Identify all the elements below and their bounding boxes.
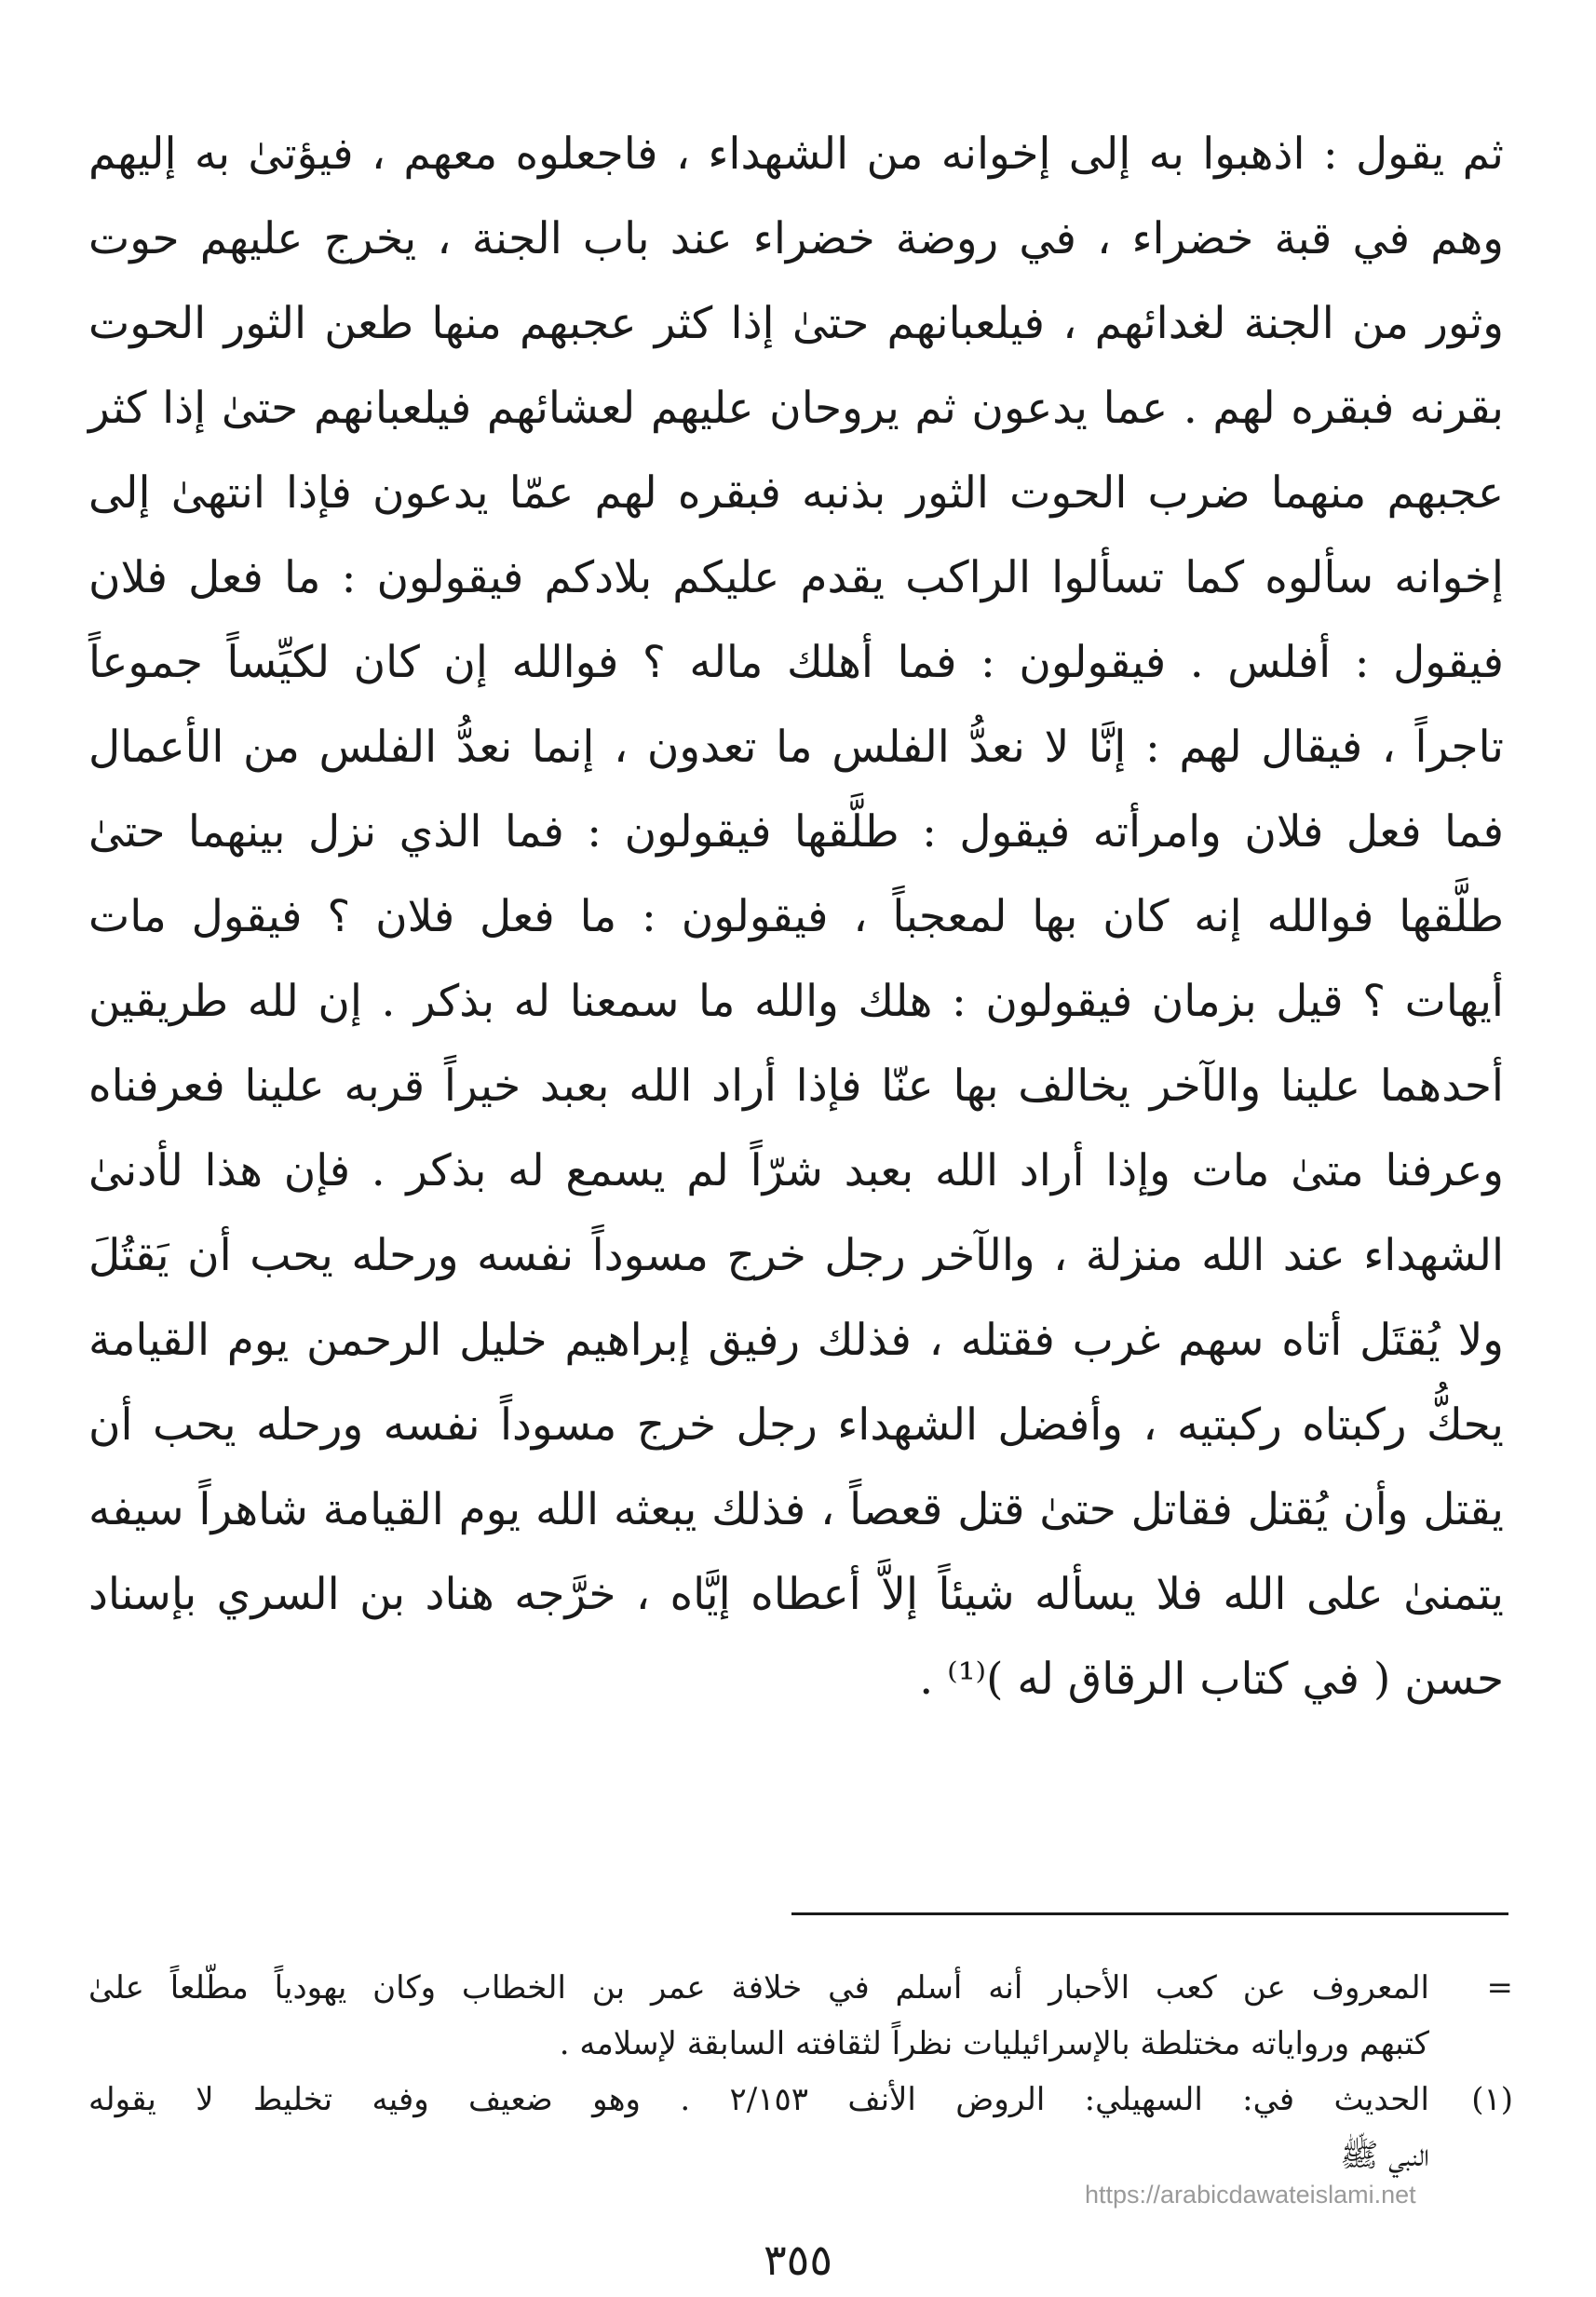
text-line: ولا يُقتَل أتاه سهم غرب فقتله ، فذلك رفيق إبراهيم خليل الرحمن يوم القيامة	[88, 1315, 1504, 1366]
footnote-line: المعروف عن كعب الأحبار أنه أسلم في خلافة عمر بن الخطاب وكان يهودياً مطّلعاً علىٰ	[88, 1969, 1429, 2006]
footnote-separator	[791, 1912, 1508, 1915]
text-line: وثور من الجنة لغدائهم ، فيلعبانهم حتىٰ إذا كثر عجبهم منها طعن الثور الحوت	[88, 298, 1504, 349]
text-line: فيقول : أفلس . فيقولون : فما أهلك ماله ؟ فوالله إن كان لكيِّساً جموعاً	[88, 637, 1504, 688]
text-line: فما فعل فلان وامرأته فيقول : طلَّقها فيقولون : فما الذي نزل بينهما حتىٰ	[88, 806, 1504, 858]
footnote-line: النبي ﷺ	[1340, 2137, 1429, 2174]
text-line: يقتل وأن يُقتل فقاتل حتىٰ قتل قعصاً ، فذلك يبعثه الله يوم القيامة شاهراً سيفه	[88, 1484, 1504, 1535]
text-line: يتمنىٰ على الله فلا يسأله شيئاً إلاَّ أعطاه إيَّاه ، خرَّجه هناد بن السري بإسناد	[88, 1569, 1504, 1620]
text-line: حسن ( في كتاب الرقاق له )⁽¹⁾ .	[919, 1654, 1504, 1705]
watermark-url: https://arabicdawateislami.net	[1085, 2181, 1416, 2209]
text-line: أيهات ؟ قيل بزمان فيقولون : هلك والله ما سمعنا له بذكر . إن لله طريقين	[88, 976, 1504, 1027]
text-line: طلَّقها فوالله إنه كان بها لمعجباً ، فيقولون : ما فعل فلان ؟ فيقول مات	[88, 891, 1504, 942]
footnote-1	[88, 2072, 1513, 2183]
footnote-line: الحديث في: السهيلي: الروض الأنف ٢/١٥٣ . وهو ضعيف وفيه تخليط لا يقوله	[88, 2081, 1429, 2118]
main-text-block	[88, 112, 1504, 1722]
footnotes-block	[88, 1960, 1513, 2183]
text-line: الشهداء عند الله منزلة ، والآخر رجل خرج مسوداً نفسه ورحله يحب أن يَقتُلَ	[88, 1230, 1504, 1281]
page-number: ٣٥٥	[763, 2235, 833, 2285]
text-line: وعرفنا متىٰ مات وإذا أراد الله بعبد شرّاً لم يسمع له بذكر . فإن هذا لأدنىٰ	[88, 1145, 1504, 1196]
footnote-marker: (١)	[1471, 2081, 1513, 2118]
text-line: عجبهم منهما ضرب الحوت الثور بذنبه فبقره لهم عمّا يدعون فإذا انتهىٰ إلى	[88, 467, 1504, 519]
footnote-marker: =	[1486, 1969, 1513, 2006]
text-line: تاجراً ، فيقال لهم : إنَّا لا نعدُّ الفلس ما تعدون ، إنما نعدُّ الفلس من الأعمال	[88, 722, 1504, 773]
text-line: أحدهما علينا والآخر يخالف بها عنّا فإذا أراد الله بعبد خيراً قربه علينا فعرفناه	[88, 1061, 1504, 1112]
text-line: ثم يقول : اذهبوا به إلى إخوانه من الشهداء ، فاجعلوه معهم ، فيؤتىٰ به إليهم	[88, 128, 1504, 180]
text-line: يحكُّ ركبتاه ركبتيه ، وأفضل الشهداء رجل خرج مسوداً نفسه ورحله يحب أن	[88, 1399, 1504, 1451]
footnote-continuation	[88, 1960, 1513, 2072]
text-line: بقرنه فبقره لهم . عما يدعون ثم يروحان عليهم لعشائهم فيلعبانهم حتىٰ إذا كثر	[88, 383, 1504, 434]
text-line: إخوانه سألوه كما تسألوا الراكب يقدم عليكم بلادكم فيقولون : ما فعل فلان	[88, 552, 1504, 603]
footnote-line: كتبهم ورواياته مختلطة بالإسرائيليات نظراً لثقافته السابقة لإسلامه .	[559, 2025, 1429, 2062]
text-line: وهم في قبة خضراء ، في روضة خضراء عند باب الجنة ، يخرج عليهم حوت	[88, 213, 1504, 264]
